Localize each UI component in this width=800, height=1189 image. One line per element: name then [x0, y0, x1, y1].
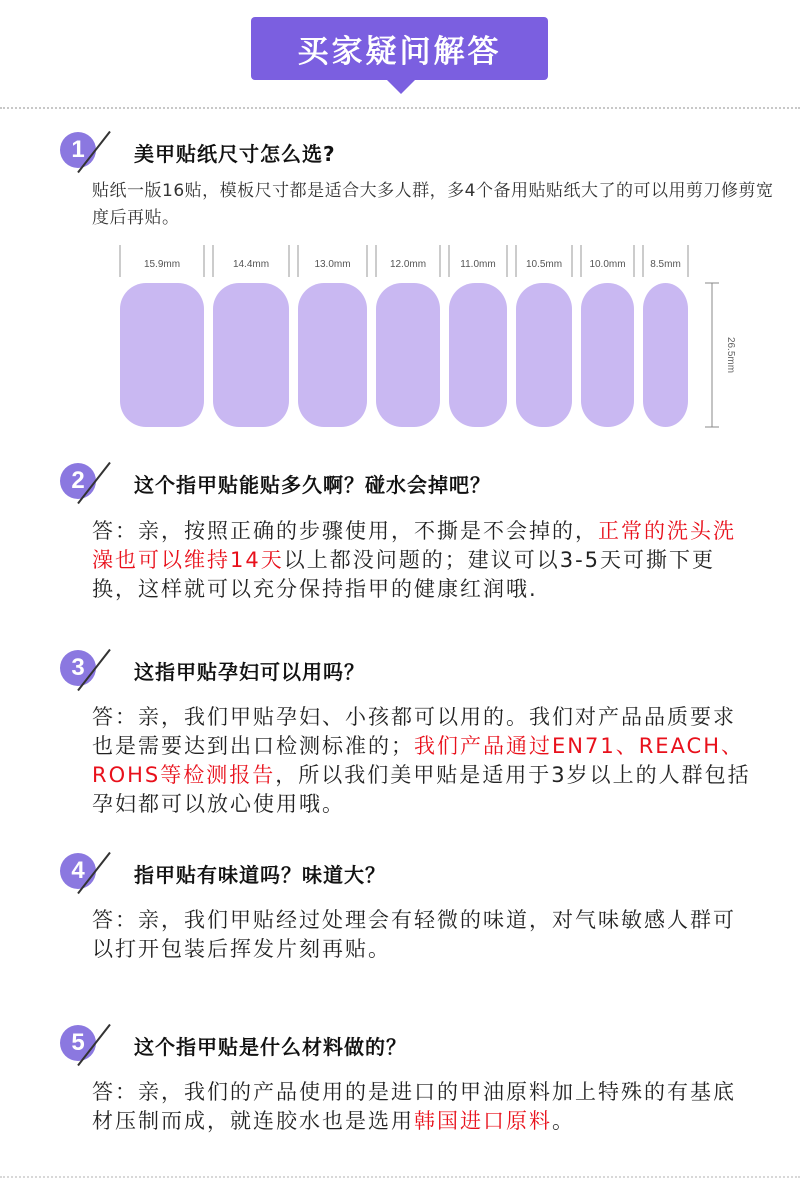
length-label: 26.5mm — [725, 336, 736, 374]
answer-text: 。 — [552, 1109, 575, 1133]
question-4 — [60, 853, 760, 897]
answer-highlight: 韩国进口原料 — [414, 1109, 552, 1133]
answer-highlight: 正常的洗头洗澡也可以维持14天 — [92, 519, 736, 572]
question-title: 这指甲贴孕妇可以用吗？ — [134, 660, 365, 684]
nail-width-label: 8.5mm — [650, 259, 681, 270]
question-title: 指甲贴有味道吗？味道大？ — [134, 863, 386, 887]
nail-width-label: 13.0mm — [314, 259, 351, 270]
answer-5 — [92, 1078, 752, 1136]
header-arrow-icon — [385, 78, 417, 94]
answer-highlight: 我们产品通过EN71、REACH、ROHS等检测报告 — [92, 734, 745, 787]
question-5 — [60, 1025, 760, 1069]
number-badge: 2 — [60, 463, 96, 499]
header — [0, 0, 800, 110]
nail-width-label: 10.5mm — [525, 259, 563, 270]
answer-text: ，所以我们美甲贴是适用于3岁以上的人群包括孕妇都可以放心使用哦。 — [92, 763, 751, 816]
question-title: 这个指甲贴能贴多久啊？碰水会掉吧？ — [134, 473, 491, 497]
nail-shape — [376, 283, 440, 427]
answer-1: 贴纸一版16贴，模板尺寸都是适合大多人群，多4个备用贴贴纸大了的可以用剪刀修剪宽度后再贴。 — [92, 181, 774, 228]
answer-text: 以上都没问题的；建议可以3-5天可撕下更换，这样就可以充分保持指甲的健康红润哦. — [92, 548, 716, 601]
nail-shape — [298, 283, 367, 427]
nail-size-diagram — [100, 245, 760, 435]
nail-width-label: 15.9mm — [143, 259, 181, 270]
number-badge: 4 — [60, 853, 96, 889]
nail-width-label: 14.4mm — [232, 259, 270, 270]
question-2 — [60, 463, 760, 507]
number-badge: 1 — [60, 132, 96, 168]
nail-shape — [516, 283, 572, 427]
question-1 — [60, 132, 760, 176]
nail-width-label: 12.0mm — [389, 259, 427, 270]
number-badge: 5 — [60, 1025, 96, 1061]
divider — [0, 107, 800, 109]
answer-4: 答：亲，我们甲贴经过处理会有轻微的味道，对气味敏感人群可以打开包装后挥发片刻再贴。 — [92, 908, 736, 961]
answer-2 — [92, 517, 752, 604]
question-title: 这个指甲贴是什么材料做的？ — [134, 1035, 407, 1059]
nail-shape — [213, 283, 289, 427]
nail-shape — [449, 283, 507, 427]
nail-shape — [120, 283, 204, 427]
footer-divider — [0, 1176, 800, 1178]
question-title: 美甲贴纸尺寸怎么选? — [134, 142, 336, 166]
question-3 — [60, 650, 760, 694]
answer-text: 答：亲，按照正确的步骤使用，不撕是不会掉的， — [92, 519, 598, 543]
nail-shape — [643, 283, 688, 427]
nail-width-label: 11.0mm — [460, 259, 496, 270]
length-dimension — [705, 283, 736, 427]
answer-3 — [92, 703, 752, 819]
header-title: 买家疑问解答 — [251, 17, 548, 80]
number-badge: 3 — [60, 650, 96, 686]
answer-text: 答：亲，我们的产品使用的是进口的甲油原料加上特殊的有基底材压制而成，就连胶水也是选用 — [92, 1080, 736, 1133]
nail-width-label: 10.0mm — [589, 259, 626, 270]
nail-shape — [581, 283, 634, 427]
answer-text: 答：亲，我们甲贴孕妇、小孩都可以用的。我们对产品品质要求也是需要达到出口检测标准的； — [92, 705, 736, 758]
